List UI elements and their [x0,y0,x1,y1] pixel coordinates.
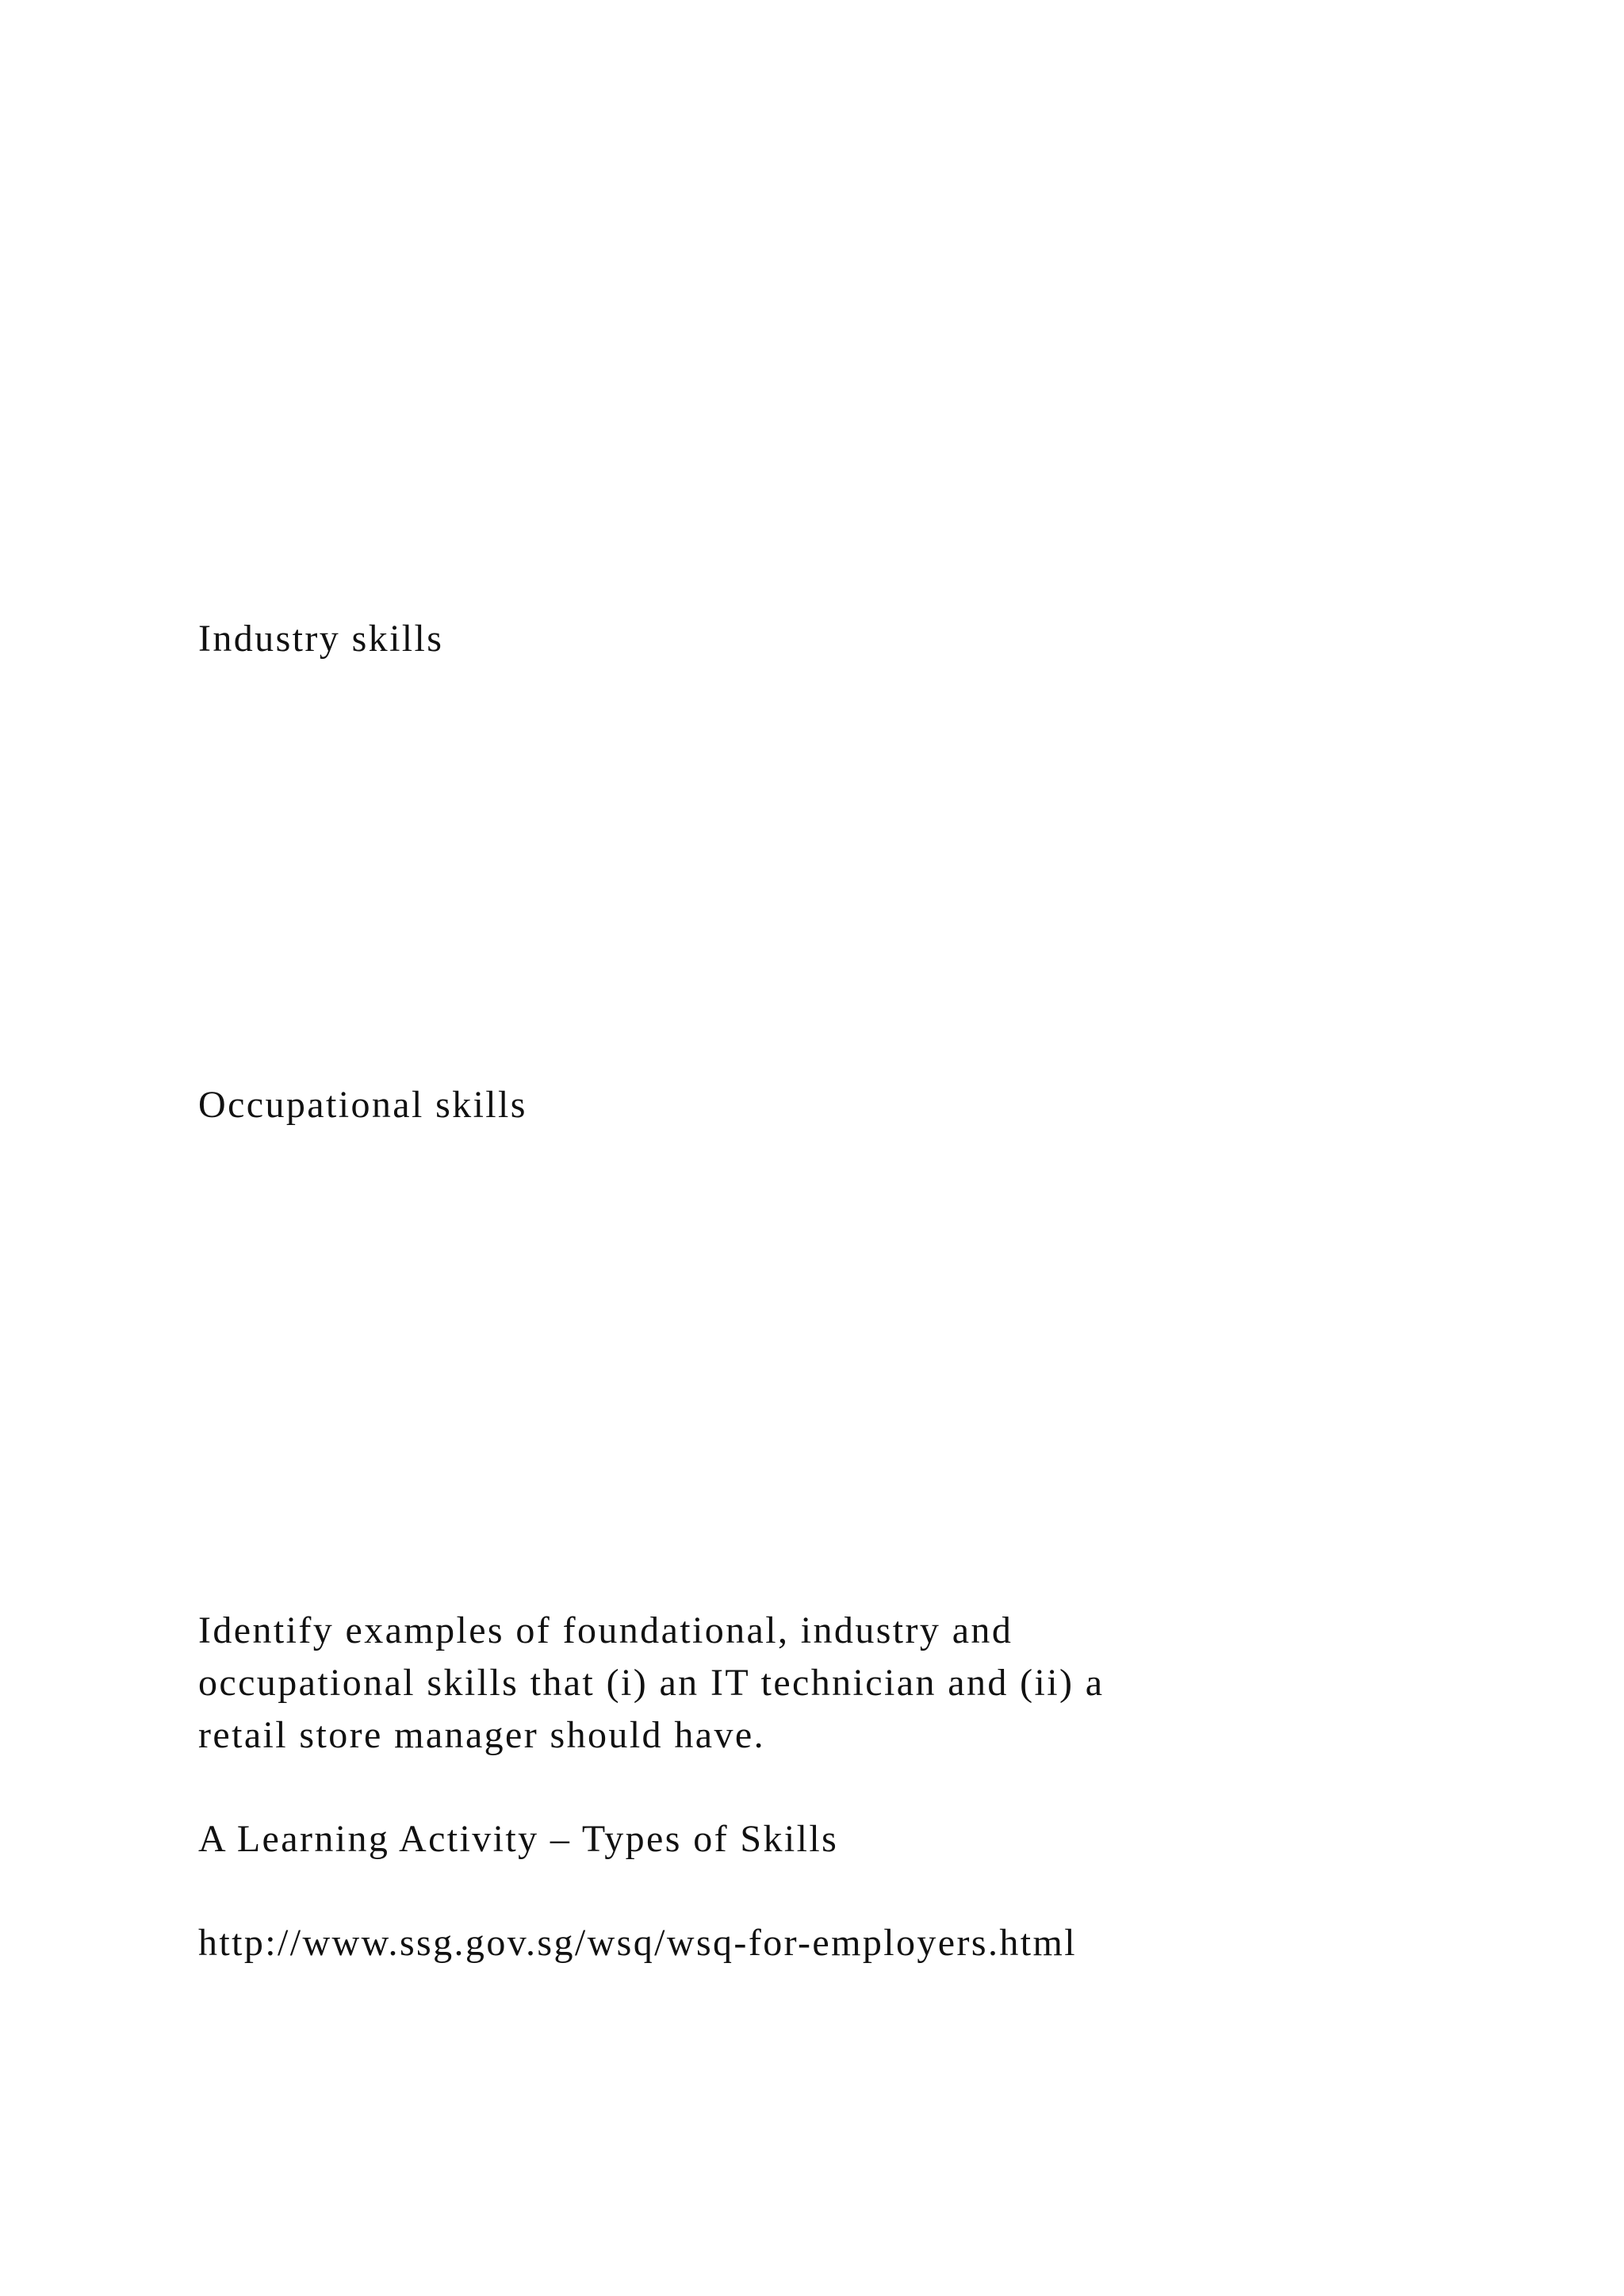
source-url-text: http://www.ssg.gov.sg/wsq/wsq-for-employers.html [198,1922,1077,1964]
instruction-line: Identify examples of foundational, industry and [198,1609,1013,1651]
occupational-skills-heading: Occupational skills [198,1084,527,1126]
learning-activity-title: A Learning Activity – Types of Skills [198,1818,839,1860]
instruction-line: retail store manager should have. [198,1714,765,1756]
industry-skills-heading: Industry skills [198,618,444,660]
instruction-line: occupational skills that (i) an IT technician and (ii) a [198,1662,1105,1704]
